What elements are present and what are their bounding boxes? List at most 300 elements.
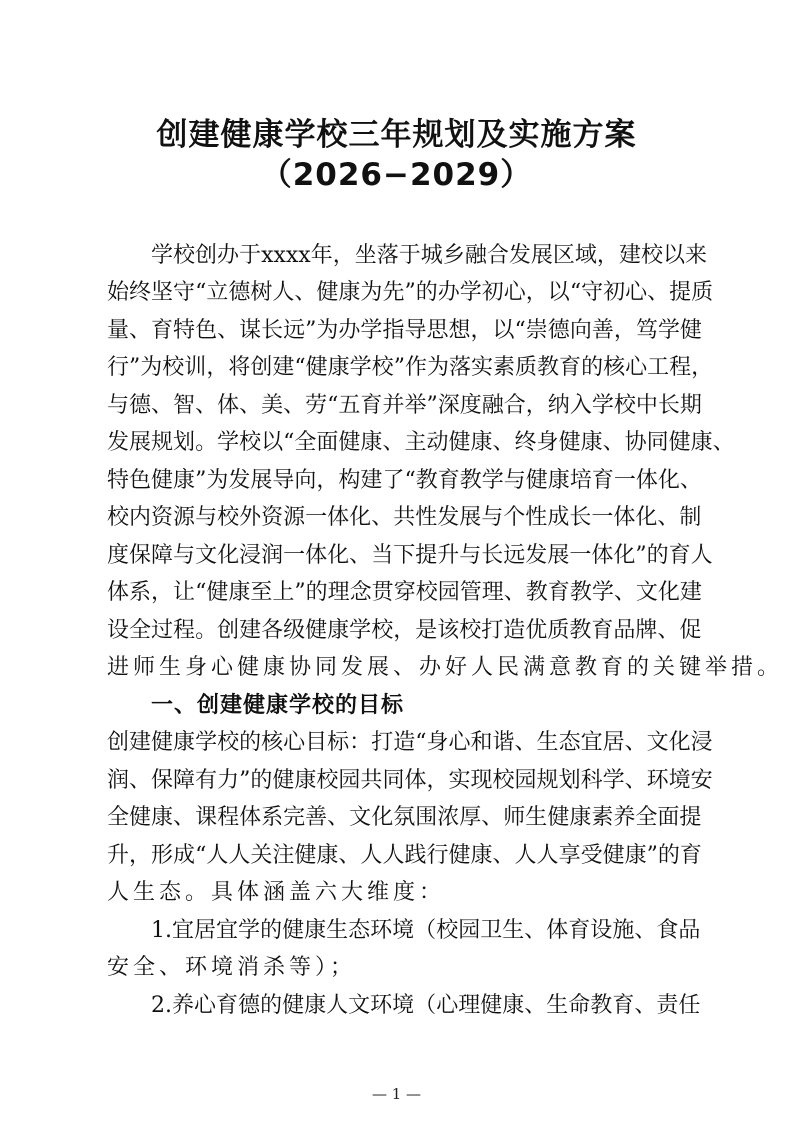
line-glyph: 健: [294, 842, 317, 868]
line-glyph: 终: [514, 430, 537, 455]
line-glyph: 注: [272, 842, 295, 868]
line-glyph: 质: [547, 617, 570, 643]
line-glyph: 年: [310, 242, 333, 268]
line-glyph: 教: [569, 617, 592, 643]
line-glyph: 化: [349, 505, 372, 530]
line-glyph: 1.: [151, 917, 172, 943]
line-glyph: 体: [591, 542, 614, 568]
line-glyph: 文: [635, 580, 658, 605]
line-glyph: 了: [382, 467, 405, 493]
line-glyph: 康: [624, 842, 647, 868]
line-glyph: 念: [349, 580, 372, 605]
line-glyph: 、: [294, 280, 317, 305]
line-glyph: 健: [448, 842, 471, 868]
line-glyph: 举: [404, 392, 427, 418]
line-glyph: 人: [326, 992, 349, 1018]
line-glyph: 园: [338, 767, 361, 793]
line-glyph: 园: [458, 917, 481, 943]
line-glyph: （: [414, 917, 437, 943]
line-glyph: 融: [481, 392, 504, 418]
line-glyph: 学: [151, 242, 174, 268]
line-glyph: ，: [525, 392, 548, 418]
line-glyph: 践: [404, 842, 427, 868]
line-glyph: 德: [547, 317, 570, 343]
line-glyph: 共: [393, 505, 416, 530]
line-glyph: ，: [206, 355, 229, 380]
line-glyph: 核: [261, 730, 284, 755]
line-glyph: 发: [525, 542, 548, 568]
line-glyph: 发: [107, 430, 130, 455]
line-glyph: 向: [569, 317, 592, 343]
line-glyph: 氛: [393, 805, 416, 830]
line-glyph: 面: [316, 430, 339, 455]
line-glyph: “: [415, 730, 427, 755]
line-glyph: 构: [338, 467, 361, 493]
line-glyph: 过: [151, 617, 174, 643]
line-glyph: 于: [398, 242, 421, 268]
line-glyph: 人: [272, 280, 295, 305]
line-glyph: 实: [448, 767, 471, 793]
line-glyph: 、: [382, 430, 405, 455]
paragraph-line: [107, 424, 735, 461]
line-glyph: 资: [151, 505, 174, 530]
line-glyph: 办: [217, 242, 240, 268]
line-glyph: 润: [261, 542, 284, 568]
line-glyph: 善: [591, 317, 614, 343]
line-glyph: 体: [613, 505, 636, 530]
line-glyph: 设: [590, 917, 613, 943]
line-glyph: 健: [282, 917, 305, 943]
paragraph-line: [107, 612, 702, 649]
line-glyph: 、: [634, 917, 657, 943]
line-glyph: 让: [173, 580, 196, 605]
line-glyph: ，: [426, 767, 449, 793]
line-glyph: 心: [448, 730, 471, 755]
line-glyph: 落: [448, 355, 471, 380]
line-glyph: 、: [492, 430, 515, 455]
line-glyph: 以: [547, 280, 570, 305]
line-glyph: 一: [613, 467, 636, 493]
line-glyph: 全: [294, 430, 317, 455]
line-glyph: 育: [216, 992, 239, 1018]
line-glyph: 长: [481, 542, 504, 568]
line-glyph: 划: [558, 767, 581, 793]
line-glyph: 康: [304, 992, 327, 1018]
line-glyph: 设: [107, 617, 130, 643]
line-glyph: 行: [107, 355, 130, 380]
line-glyph: ”: [129, 355, 141, 380]
line-glyph: 为: [140, 355, 163, 380]
line-glyph: 人: [536, 842, 559, 868]
line-glyph: 完: [283, 805, 306, 830]
line-glyph: 受: [580, 842, 603, 868]
line-glyph: 升: [437, 542, 460, 568]
line-glyph: 体: [305, 542, 328, 568]
line-glyph: 康: [690, 430, 713, 455]
line-glyph: 度: [107, 542, 130, 568]
line-glyph: 崇: [525, 317, 548, 343]
line-glyph: 核: [603, 355, 626, 380]
line-glyph: 教: [590, 992, 613, 1018]
line-glyph: 健: [480, 992, 503, 1018]
line-glyph: 规: [536, 767, 559, 793]
line-glyph: ”: [393, 355, 405, 380]
line-glyph: 学: [238, 917, 261, 943]
line-glyph: 城: [420, 242, 443, 268]
paragraph-line: 人生态。具体涵盖六大维度：: [107, 880, 446, 905]
line-glyph: 施: [612, 917, 635, 943]
line-glyph: 内: [129, 505, 152, 530]
line-glyph: 造: [503, 617, 526, 643]
line-glyph: 导: [272, 467, 295, 493]
line-glyph: 该: [437, 617, 460, 643]
line-glyph: 和: [470, 730, 493, 755]
line-glyph: 有: [195, 767, 218, 793]
line-glyph: 康: [470, 430, 493, 455]
line-glyph: 健: [316, 280, 339, 305]
line-glyph: 育: [437, 467, 460, 493]
line-glyph: 特: [173, 317, 196, 343]
line-glyph: 笃: [635, 317, 658, 343]
line-glyph: 长: [657, 392, 680, 418]
line-glyph: 享: [558, 842, 581, 868]
line-glyph: 康: [580, 430, 603, 455]
line-glyph: 与: [459, 542, 482, 568]
line-glyph: “: [514, 317, 526, 343]
line-glyph: 养: [613, 805, 636, 830]
line-glyph: 创: [107, 730, 130, 755]
line-glyph: 育: [151, 317, 174, 343]
line-glyph: 是: [415, 617, 438, 643]
line-glyph: 谐: [492, 730, 515, 755]
line-glyph: 人: [360, 842, 383, 868]
line-glyph: 厚: [459, 805, 482, 830]
line-glyph: 、: [503, 580, 526, 605]
line-glyph: 德: [129, 392, 152, 418]
line-glyph: 办: [437, 280, 460, 305]
line-glyph: 校: [613, 392, 636, 418]
line-glyph: 健: [272, 767, 295, 793]
line-glyph: 展: [459, 505, 482, 530]
line-glyph: 色: [195, 317, 218, 343]
line-glyph: 成: [547, 505, 570, 530]
line-glyph: 康: [327, 355, 350, 380]
line-glyph: 共: [360, 767, 383, 793]
line-glyph: 环: [370, 917, 393, 943]
line-glyph: 中: [635, 392, 658, 418]
line-glyph: 建: [239, 617, 262, 643]
line-glyph: 康: [547, 467, 570, 493]
line-glyph: 发: [508, 242, 531, 268]
paragraph-line: [107, 274, 714, 311]
line-glyph: 化: [327, 542, 350, 568]
line-glyph: 浸: [690, 730, 713, 755]
line-glyph: 健: [525, 467, 548, 493]
line-glyph: 融: [464, 242, 487, 268]
line-glyph: 与: [173, 542, 196, 568]
line-glyph: 化: [635, 505, 658, 530]
line-glyph: 作: [404, 355, 427, 380]
line-glyph: 态: [348, 917, 371, 943]
line-glyph: 合: [486, 242, 509, 268]
line-glyph: 健: [448, 430, 471, 455]
line-glyph: 人: [690, 542, 713, 568]
line-glyph: 色: [129, 467, 152, 493]
line-glyph: 主: [404, 430, 427, 455]
line-glyph: 、: [151, 392, 174, 418]
line-glyph: 育: [360, 392, 383, 418]
line-glyph: 理: [458, 992, 481, 1018]
line-glyph: 行: [426, 842, 449, 868]
line-glyph: 程: [173, 617, 196, 643]
line-glyph: 的: [250, 767, 273, 793]
line-glyph: 园: [514, 767, 537, 793]
paragraph-line: [107, 462, 702, 499]
line-glyph: 质: [515, 355, 538, 380]
line-glyph: （: [414, 992, 437, 1018]
line-glyph: 坐: [354, 242, 377, 268]
line-glyph: 、: [679, 467, 702, 493]
line-glyph: 健: [129, 805, 152, 830]
line-glyph: 康: [502, 992, 525, 1018]
line-glyph: 健: [558, 430, 581, 455]
line-glyph: 教: [569, 580, 592, 605]
line-glyph: 同: [382, 767, 405, 793]
line-glyph: 校: [239, 430, 262, 455]
line-glyph: 思: [426, 317, 449, 343]
line-glyph: 程: [217, 805, 240, 830]
line-glyph: 教: [537, 355, 560, 380]
line-glyph: 、: [327, 805, 350, 830]
line-glyph: 初: [481, 280, 504, 305]
line-glyph: ”: [305, 317, 317, 343]
line-glyph: 发: [437, 505, 460, 530]
line-glyph: 保: [151, 767, 174, 793]
line-glyph: 成: [173, 842, 196, 868]
line-glyph: 围: [415, 805, 438, 830]
line-glyph: 展: [250, 467, 273, 493]
line-glyph: ，: [470, 317, 493, 343]
line-glyph: 宜: [580, 730, 603, 755]
line-glyph: 谋: [239, 317, 262, 343]
line-glyph: 、: [613, 580, 636, 605]
line-glyph: 康: [304, 917, 327, 943]
line-glyph: 入: [569, 392, 592, 418]
line-glyph: 心: [503, 280, 526, 305]
line-glyph: 并: [382, 392, 405, 418]
line-glyph: 期: [679, 392, 702, 418]
paragraph-line: [107, 312, 702, 349]
line-glyph: 全: [107, 805, 130, 830]
line-glyph: 生: [502, 917, 525, 943]
line-glyph: 的: [657, 842, 680, 868]
line-glyph: 的: [646, 542, 669, 568]
line-glyph: 牌: [635, 617, 658, 643]
line-glyph: 动: [426, 430, 449, 455]
line-glyph: 建: [679, 580, 702, 605]
line-glyph: 校: [162, 355, 185, 380]
line-glyph: 与: [107, 392, 130, 418]
line-glyph: 规: [151, 430, 174, 455]
line-glyph: 德: [238, 992, 261, 1018]
line-glyph: 浸: [239, 542, 262, 568]
line-glyph: 源: [173, 505, 196, 530]
line-glyph: 、: [129, 767, 152, 793]
line-glyph: 特: [107, 467, 130, 493]
line-glyph: 学: [349, 355, 372, 380]
line-glyph: 、: [657, 505, 680, 530]
line-glyph: 培: [569, 467, 592, 493]
line-glyph: 工: [647, 355, 670, 380]
line-glyph: 康: [327, 617, 350, 643]
line-glyph: 境: [392, 992, 415, 1018]
line-glyph: 管: [459, 580, 482, 605]
line-glyph: 、: [371, 505, 394, 530]
line-glyph: 与: [481, 505, 504, 530]
line-glyph: 、: [514, 730, 537, 755]
paragraph-line: [107, 762, 713, 799]
line-glyph: 深: [437, 392, 460, 418]
line-glyph: ”: [635, 542, 647, 568]
line-glyph: 健: [668, 430, 691, 455]
line-glyph: 促: [679, 617, 702, 643]
line-glyph: 全: [635, 805, 658, 830]
line-glyph: 教: [415, 467, 438, 493]
paragraph-line: [151, 912, 701, 949]
line-glyph: 发: [228, 467, 251, 493]
line-glyph: 的: [260, 917, 283, 943]
line-glyph: 康: [173, 467, 196, 493]
line-glyph: 障: [151, 542, 174, 568]
line-glyph: 守: [173, 280, 196, 305]
line-glyph: 体: [107, 580, 130, 605]
line-glyph: 标: [327, 730, 350, 755]
line-glyph: ”: [646, 842, 658, 868]
line-glyph: 坚: [151, 280, 174, 305]
line-glyph: 校: [371, 355, 394, 380]
line-glyph: ，: [151, 580, 174, 605]
line-glyph: ”: [426, 392, 438, 418]
line-glyph: 提: [415, 542, 438, 568]
line-glyph: 园: [437, 580, 460, 605]
line-glyph: 师: [503, 805, 526, 830]
line-glyph: 学: [657, 317, 680, 343]
line-glyph: 化: [613, 542, 636, 568]
line-glyph: 学: [591, 580, 614, 605]
line-glyph: 始: [107, 280, 130, 305]
line-glyph: 域: [574, 242, 597, 268]
paragraph-line: [151, 237, 707, 274]
line-glyph: 提: [679, 805, 702, 830]
line-glyph: 身: [426, 730, 449, 755]
line-glyph: 学: [195, 730, 218, 755]
line-glyph: 心: [194, 992, 217, 1018]
line-glyph: 安: [690, 767, 713, 793]
line-glyph: 德: [228, 280, 251, 305]
line-glyph: 理: [327, 580, 350, 605]
document-subtitle-years: （2026−2029）: [260, 157, 533, 193]
line-glyph: 健: [282, 992, 305, 1018]
line-glyph: 育: [547, 580, 570, 605]
line-glyph: 想: [448, 317, 471, 343]
line-glyph: 上: [272, 580, 295, 605]
line-glyph: 体: [635, 467, 658, 493]
line-glyph: 素: [493, 355, 516, 380]
line-glyph: 建: [272, 355, 295, 380]
line-glyph: 将: [228, 355, 251, 380]
line-glyph: 健: [679, 317, 702, 343]
line-glyph: 形: [151, 842, 174, 868]
line-glyph: 、: [129, 317, 152, 343]
line-glyph: 科: [580, 767, 603, 793]
line-glyph: 度: [459, 392, 482, 418]
line-glyph: 康: [360, 430, 383, 455]
line-glyph: 守: [581, 280, 604, 305]
line-glyph: ，: [393, 617, 416, 643]
line-glyph: 育: [591, 617, 614, 643]
line-glyph: 五: [338, 392, 361, 418]
line-glyph: 的: [415, 280, 438, 305]
line-glyph: 学: [360, 317, 383, 343]
line-glyph: xxxx: [261, 242, 311, 268]
line-glyph: 乡: [442, 242, 465, 268]
line-glyph: 初: [603, 280, 626, 305]
line-glyph: ，: [691, 355, 714, 380]
line-glyph: 长: [261, 317, 284, 343]
line-glyph: 级: [283, 617, 306, 643]
line-glyph: ，: [525, 280, 548, 305]
line-glyph: 各: [261, 617, 284, 643]
paragraph-line: [107, 574, 702, 611]
line-glyph: 外: [239, 505, 262, 530]
line-glyph: 心: [625, 355, 648, 380]
line-glyph: 康: [470, 842, 493, 868]
line-glyph: 人: [206, 842, 229, 868]
line-glyph: 康: [173, 730, 196, 755]
line-glyph: 创: [217, 617, 240, 643]
line-glyph: 面: [657, 805, 680, 830]
line-glyph: 创: [195, 242, 218, 268]
line-glyph: 育: [668, 542, 691, 568]
line-glyph: 目: [305, 730, 328, 755]
line-glyph: 学: [602, 767, 625, 793]
line-glyph: 智: [173, 392, 196, 418]
line-glyph: 系: [129, 580, 152, 605]
paragraph-line: 进师生身心健康协同发展、办好人民满意教育的关键举措。: [107, 655, 784, 680]
line-glyph: 生: [536, 730, 559, 755]
line-glyph: 校: [217, 505, 240, 530]
line-glyph: 提: [669, 280, 692, 305]
line-glyph: 康: [316, 842, 339, 868]
line-glyph: 、: [624, 730, 647, 755]
line-glyph: 健: [602, 842, 625, 868]
line-glyph: 、: [492, 842, 515, 868]
line-glyph: 居: [602, 730, 625, 755]
line-glyph: 、: [524, 917, 547, 943]
line-glyph: 全: [129, 617, 152, 643]
line-glyph: 至: [250, 580, 273, 605]
line-glyph: 课: [195, 805, 218, 830]
line-glyph: ”: [195, 467, 207, 493]
line-glyph: 教: [525, 580, 548, 605]
line-glyph: 为: [360, 280, 383, 305]
line-glyph: 与: [503, 467, 526, 493]
line-glyph: 境: [392, 917, 415, 943]
section-heading: 一、创建健康学校的目标: [151, 692, 405, 718]
line-glyph: 育: [612, 992, 635, 1018]
line-glyph: 的: [260, 992, 283, 1018]
line-glyph: 化: [657, 467, 680, 493]
